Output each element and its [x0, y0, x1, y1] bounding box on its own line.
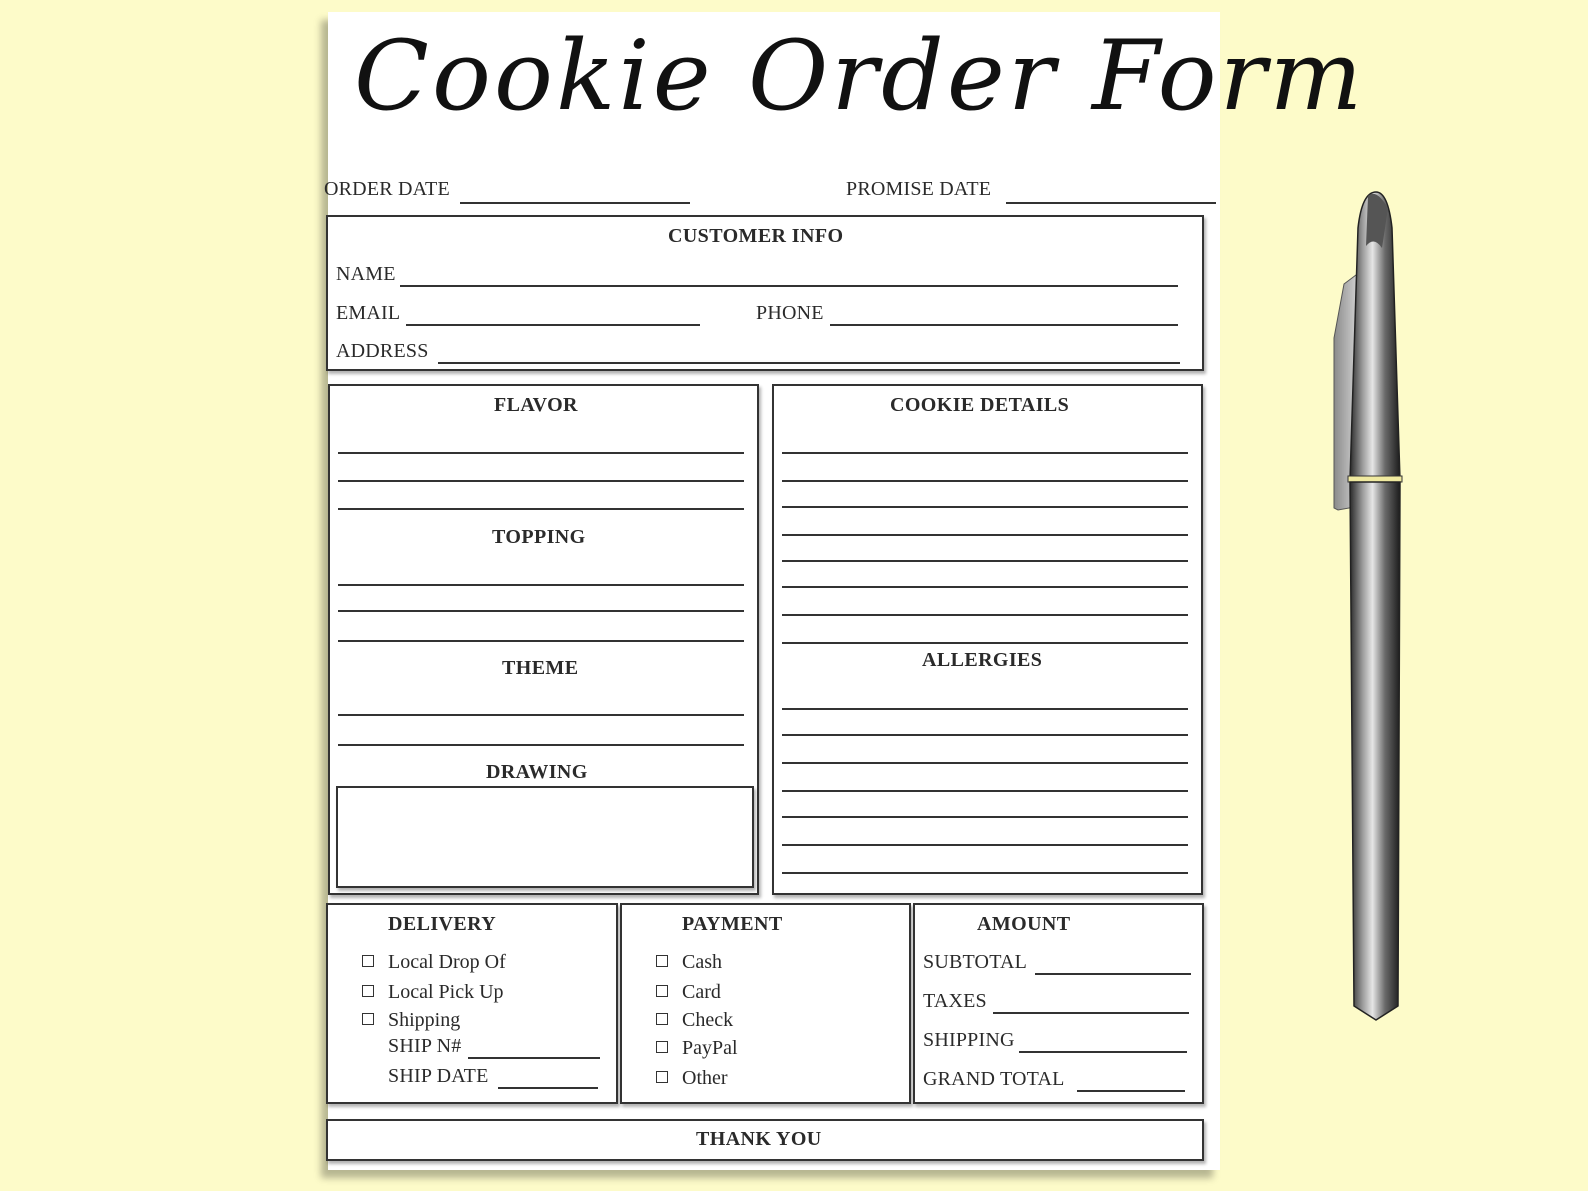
allergies-line[interactable]	[782, 734, 1188, 736]
theme-line[interactable]	[338, 744, 744, 746]
customer-info-box	[326, 215, 1204, 371]
cookie-details-heading: COOKIE DETAILS	[890, 394, 1070, 416]
details-line[interactable]	[782, 452, 1188, 454]
checkbox-icon[interactable]	[362, 985, 374, 997]
delivery-box	[326, 903, 618, 1104]
email-line[interactable]	[406, 324, 700, 326]
allergies-line[interactable]	[782, 762, 1188, 764]
delivery-option[interactable]: Local Pick Up	[362, 981, 504, 1004]
customer-info-heading: CUSTOMER INFO	[668, 225, 844, 247]
address-line[interactable]	[438, 362, 1180, 364]
topping-heading: TOPPING	[492, 526, 586, 548]
checkbox-icon[interactable]	[656, 1041, 668, 1053]
order-form-sheet	[324, 12, 1366, 1170]
topping-line[interactable]	[338, 640, 744, 642]
thank-you-box	[326, 1119, 1204, 1161]
payment-option[interactable]: Other	[656, 1067, 728, 1090]
flavor-heading: FLAVOR	[494, 394, 578, 416]
checkbox-icon[interactable]	[362, 955, 374, 967]
phone-line[interactable]	[830, 324, 1178, 326]
allergies-line[interactable]	[782, 816, 1188, 818]
payment-option[interactable]: Check	[656, 1009, 733, 1032]
flavor-line[interactable]	[338, 480, 744, 482]
name-line[interactable]	[400, 285, 1178, 287]
flavor-line[interactable]	[338, 508, 744, 510]
promise-date-line[interactable]	[1006, 202, 1216, 204]
delivery-option[interactable]: Shipping	[362, 1009, 460, 1032]
allergies-line[interactable]	[782, 790, 1188, 792]
subtotal-line[interactable]	[1035, 973, 1191, 975]
checkbox-icon[interactable]	[656, 1013, 668, 1025]
details-line[interactable]	[782, 642, 1188, 644]
checkbox-icon[interactable]	[656, 985, 668, 997]
checkbox-icon[interactable]	[656, 1071, 668, 1083]
delivery-option[interactable]: Local Drop Of	[362, 951, 506, 974]
order-date-line[interactable]	[460, 202, 690, 204]
details-line[interactable]	[782, 506, 1188, 508]
ship-date-line[interactable]	[498, 1087, 598, 1089]
allergies-line[interactable]	[782, 872, 1188, 874]
details-line[interactable]	[782, 534, 1188, 536]
taxes-label: TAXES	[923, 990, 987, 1012]
amount-heading: AMOUNT	[977, 913, 1071, 935]
allergies-line[interactable]	[782, 844, 1188, 846]
cookie-details-panel	[772, 384, 1203, 895]
promise-date-label: PROMISE DATE	[846, 178, 992, 200]
shipping-label: SHIPPING	[923, 1029, 1015, 1051]
flavor-panel	[328, 384, 759, 895]
drawing-area[interactable]	[336, 786, 754, 888]
theme-heading: THEME	[502, 657, 579, 679]
topping-line[interactable]	[338, 610, 744, 612]
details-line[interactable]	[782, 560, 1188, 562]
payment-box	[620, 903, 911, 1104]
phone-label: PHONE	[756, 302, 824, 324]
payment-option[interactable]: Card	[656, 981, 721, 1004]
allergies-line[interactable]	[782, 708, 1188, 710]
allergies-heading: ALLERGIES	[922, 649, 1043, 671]
drawing-heading: DRAWING	[486, 761, 588, 783]
ship-number-line[interactable]	[468, 1057, 600, 1059]
shipping-line[interactable]	[1019, 1051, 1187, 1053]
thank-you-text: THANK YOU	[696, 1128, 822, 1150]
payment-option[interactable]: Cash	[656, 951, 722, 974]
taxes-line[interactable]	[993, 1012, 1189, 1014]
details-line[interactable]	[782, 614, 1188, 616]
amount-box	[913, 903, 1204, 1104]
form-title: Cookie Order Form	[354, 20, 1366, 132]
subtotal-label: SUBTOTAL	[923, 951, 1028, 973]
ship-number-label: SHIP N#	[388, 1035, 462, 1057]
address-label: ADDRESS	[336, 340, 429, 362]
topping-line[interactable]	[338, 584, 744, 586]
payment-option[interactable]: PayPal	[656, 1037, 738, 1060]
grand-total-line[interactable]	[1077, 1090, 1185, 1092]
email-label: EMAIL	[336, 302, 401, 324]
payment-heading: PAYMENT	[682, 913, 783, 935]
checkbox-icon[interactable]	[362, 1013, 374, 1025]
flavor-line[interactable]	[338, 452, 744, 454]
details-line[interactable]	[782, 586, 1188, 588]
ship-date-label: SHIP DATE	[388, 1065, 489, 1087]
order-date-label: ORDER DATE	[324, 178, 450, 200]
delivery-heading: DELIVERY	[388, 913, 497, 935]
checkbox-icon[interactable]	[656, 955, 668, 967]
grand-total-label: GRAND TOTAL	[923, 1068, 1065, 1090]
details-line[interactable]	[782, 480, 1188, 482]
pen-icon	[1330, 188, 1420, 1038]
name-label: NAME	[336, 263, 396, 285]
theme-line[interactable]	[338, 714, 744, 716]
